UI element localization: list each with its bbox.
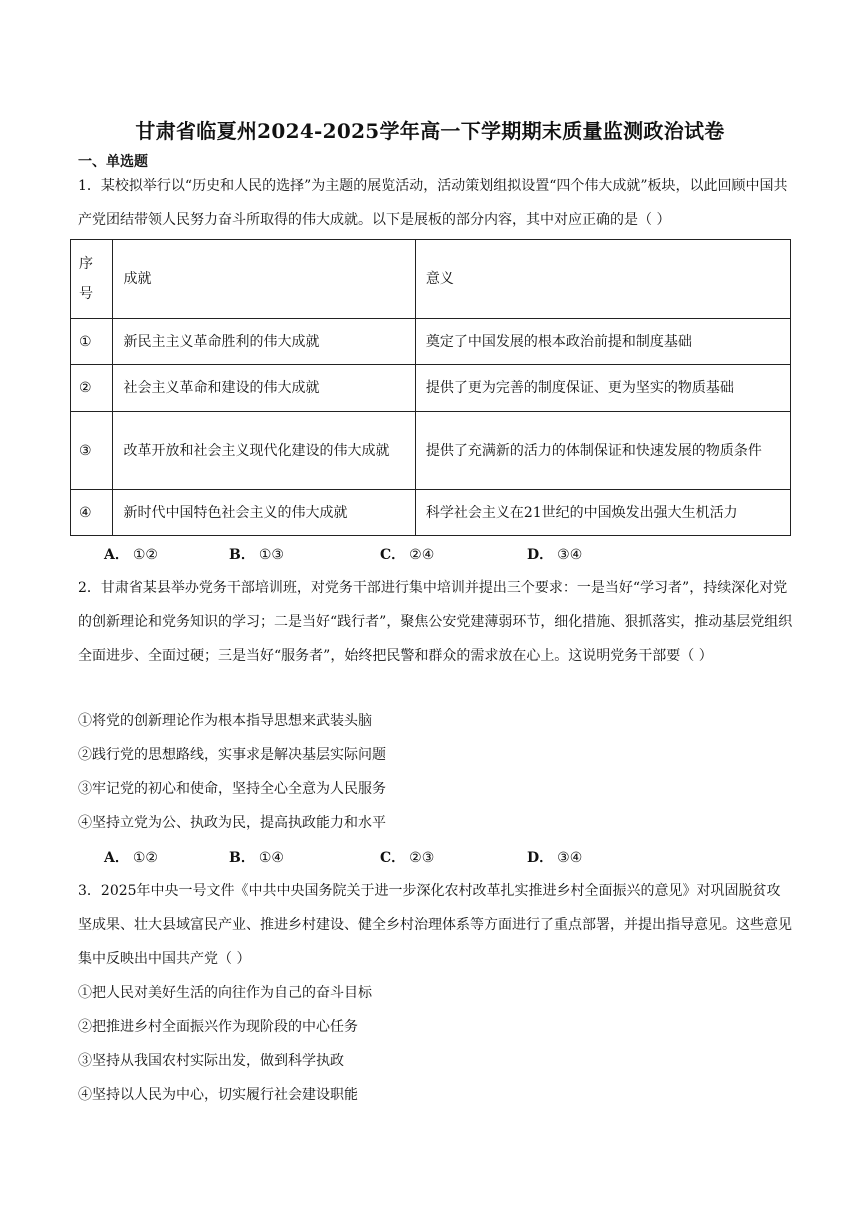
table-cell: ② xyxy=(71,365,113,412)
option-d[interactable]: D． ③④ xyxy=(527,547,583,563)
table-row xyxy=(71,490,791,536)
table-row xyxy=(71,412,791,490)
question-2-stem: 2．甘肃省某县举办党务干部培训班，对党务干部进行集中培训并提出三个要求：一是当好“学习者”，持续深化对党的创新理论和党务知识的学习；二是当好“践行者”，聚焦公安党建薄弱环节，细化措施、狠抓落实，推动基层党组织全面进步、全面过硬；三是当好“服务者”，始终把民警和群众的需求放在心上。这说明党务干部要（ ） xyxy=(78,580,793,664)
table-cell: ③ xyxy=(71,412,113,490)
question-2-options xyxy=(104,847,704,867)
table-row xyxy=(71,365,791,412)
statement-item: ③牢记党的初心和使命，坚持全心全意为人民服务 xyxy=(78,781,386,797)
achievement-table xyxy=(70,239,791,536)
table-cell: 社会主义革命和建设的伟大成就 xyxy=(113,365,415,412)
statement-item: ④坚持立党为公、执政为民，提高执政能力和水平 xyxy=(78,815,386,831)
table-cell: 改革开放和社会主义现代化建设的伟大成就 xyxy=(113,412,415,490)
table-header-cell: 成就 xyxy=(113,240,415,319)
option-b[interactable]: B． ①③ xyxy=(229,547,284,563)
table-cell: 新时代中国特色社会主义的伟大成就 xyxy=(113,490,415,536)
option-d[interactable]: D． ③④ xyxy=(527,850,583,866)
statement-item: ③坚持从我国农村实际出发，做到科学执政 xyxy=(78,1053,344,1069)
option-c[interactable]: C． ②③ xyxy=(380,850,435,866)
page-title: 甘肃省临夏州2024-2025学年高一下学期期末质量监测政治试卷 xyxy=(135,119,725,143)
question-1-options xyxy=(104,544,704,564)
table-cell: 提供了更为完善的制度保证、更为坚实的物质基础 xyxy=(415,365,790,412)
table-header-cell: 意义 xyxy=(415,240,790,319)
table-header-row xyxy=(71,240,791,319)
option-c[interactable]: C． ②④ xyxy=(380,547,435,563)
statement-item: ①把人民对美好生活的向往作为自己的奋斗目标 xyxy=(78,985,372,1001)
statement-item: ④坚持以人民为中心，切实履行社会建设职能 xyxy=(78,1087,358,1103)
table-header-cell: 序号 xyxy=(71,240,113,319)
section-heading: 一、单选题 xyxy=(78,154,148,170)
option-a[interactable]: A． ①② xyxy=(104,547,158,563)
question-1-stem: 1．某校拟举行以“历史和人民的选择”为主题的展览活动，活动策划组拟设置“四个伟大成就”板块，以此回顾中国共产党团结带领人民努力奋斗所取得的伟大成就。以下是展板的部分内容，其中对应正确的是（ ） xyxy=(78,178,788,228)
question-3-stem: 3．2025年中央一号文件《中共中央国务院关于进一步深化农村改革扎实推进乡村全面振兴的意见》对巩固脱贫攻坚成果、壮大县域富民产业、推进乡村建设、健全乡村治理体系等方面进行了重点部署，并提出指导意见。这些意见集中反映出中国共产党（ ） xyxy=(78,883,792,967)
table-cell: 新民主主义革命胜利的伟大成就 xyxy=(113,319,415,365)
table-cell: 提供了充满新的活力的体制保证和快速发展的物质条件 xyxy=(415,412,790,490)
option-b[interactable]: B． ①④ xyxy=(229,850,284,866)
table-row xyxy=(71,319,791,365)
table-cell: 科学社会主义在21世纪的中国焕发出强大生机活力 xyxy=(415,490,790,536)
table-cell: ① xyxy=(71,319,113,365)
table-cell: 奠定了中国发展的根本政治前提和制度基础 xyxy=(415,319,790,365)
statement-item: ②把推进乡村全面振兴作为现阶段的中心任务 xyxy=(78,1019,358,1035)
statement-item: ②践行党的思想路线，实事求是解决基层实际问题 xyxy=(78,747,386,763)
statement-item: ①将党的创新理论作为根本指导思想来武装头脑 xyxy=(78,713,372,729)
option-a[interactable]: A． ①② xyxy=(104,850,158,866)
table-cell: ④ xyxy=(71,490,113,536)
